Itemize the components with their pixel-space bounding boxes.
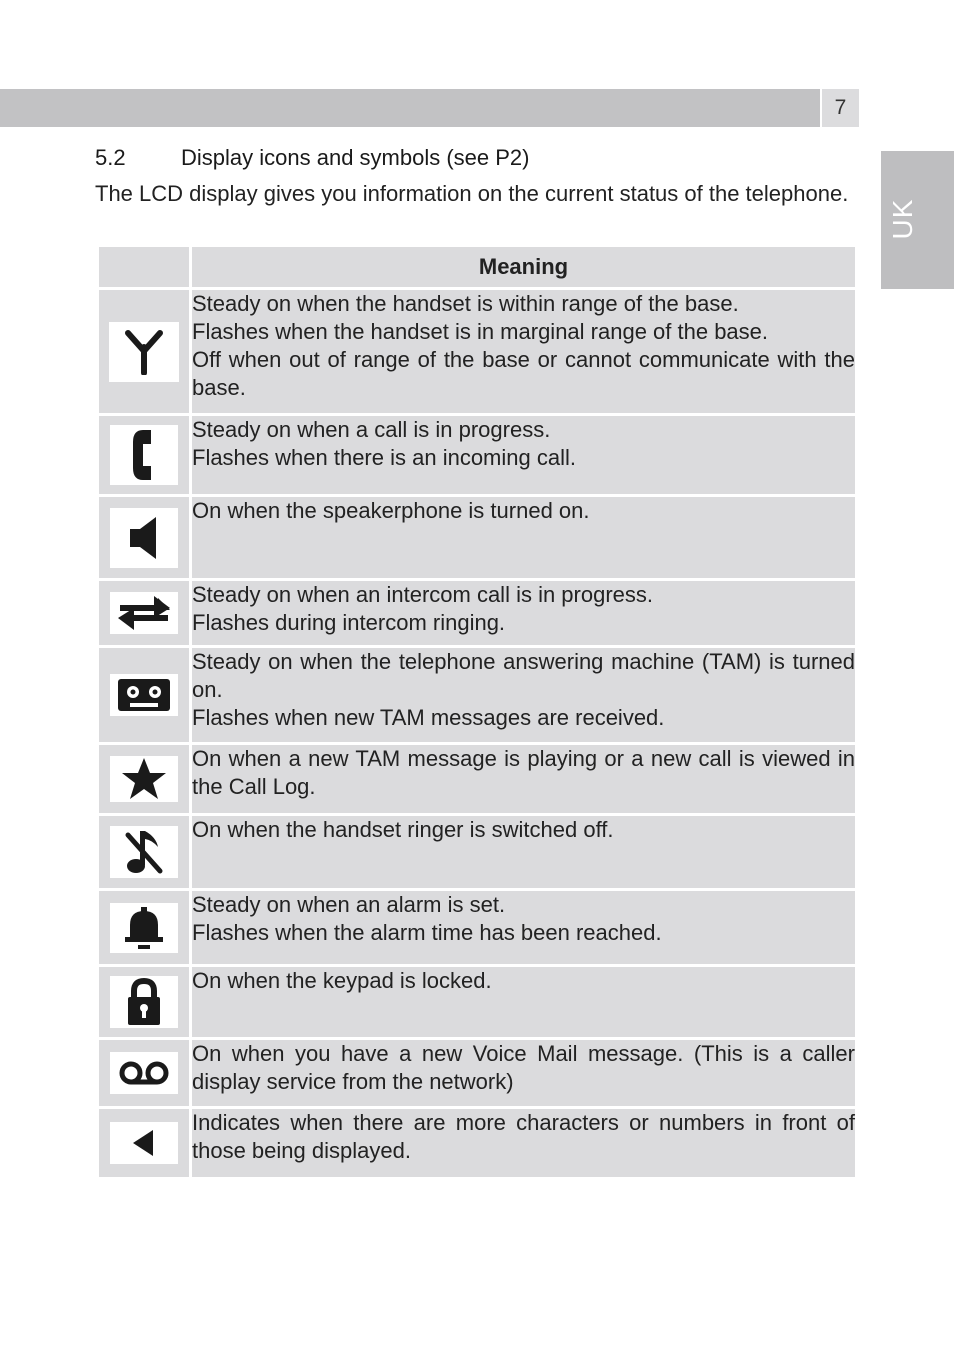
table-row <box>99 967 855 1037</box>
icon-cell <box>99 416 189 494</box>
icon-cell <box>99 497 189 578</box>
table-row <box>99 648 855 742</box>
section-intro: The LCD display gives you information on the current status of the telephone. <box>95 181 849 206</box>
meaning-line: Flashes when the alarm time has been reached. <box>192 920 662 945</box>
voicemail-icon <box>117 1058 171 1088</box>
meaning-cell <box>192 891 855 964</box>
table-row <box>99 416 855 494</box>
meaning-cell <box>192 1040 855 1106</box>
meaning-line: Flashes during intercom ringing. <box>192 610 506 635</box>
meaning-cell <box>192 581 855 645</box>
meaning-line: Steady on when an intercom call is in progress. <box>192 582 654 607</box>
meaning-line: On when you have a new Voice Mail message. (This is a caller display service from the network) <box>192 1041 855 1094</box>
keypad-lock-icon <box>124 977 164 1027</box>
table-row <box>99 497 855 578</box>
section-number: 5.2 <box>95 145 126 170</box>
icon-cell <box>99 1109 189 1177</box>
meaning-cell <box>192 967 855 1037</box>
meaning-cell <box>192 416 855 494</box>
speaker-icon <box>126 515 162 561</box>
icon-column-header <box>99 247 189 287</box>
section-heading <box>95 145 855 175</box>
handset-icon <box>129 428 159 482</box>
table-header-row <box>99 247 855 287</box>
meaning-line: Steady on when a call is in progress. <box>192 417 551 442</box>
ringer-off-icon <box>122 827 166 877</box>
language-tab-label: UK <box>887 198 918 240</box>
icon-cell <box>99 290 189 413</box>
intercom-arrows-icon <box>116 594 172 632</box>
table-row <box>99 290 855 413</box>
meaning-line: On when the speakerphone is turned on. <box>192 498 590 523</box>
icon-cell <box>99 581 189 645</box>
meaning-line: Steady on when the handset is within range of the base. <box>192 291 739 316</box>
section-title: Display icons and symbols (see P2) <box>181 145 530 170</box>
meaning-line: Indicates when there are more characters or numbers in front of those being displayed. <box>192 1110 855 1163</box>
meaning-cell <box>192 816 855 888</box>
meaning-cell <box>192 290 855 413</box>
meaning-line: Steady on when an alarm is set. <box>192 892 506 917</box>
icon-cell <box>99 891 189 964</box>
meaning-line: Flashes when new TAM messages are received. <box>192 705 665 730</box>
icon-cell <box>99 967 189 1037</box>
meaning-line: On when the keypad is locked. <box>192 968 492 993</box>
table-row <box>99 1040 855 1106</box>
header-bar <box>0 89 820 127</box>
meaning-cell <box>192 497 855 578</box>
icon-cell <box>99 648 189 742</box>
meaning-line: On when the handset ringer is switched off. <box>192 817 614 842</box>
left-arrow-icon <box>129 1128 159 1158</box>
table-row <box>99 1109 855 1177</box>
meaning-line: Off when out of range of the base or cannot communicate with the base. <box>192 347 855 400</box>
meaning-cell <box>192 648 855 742</box>
meaning-line: On when a new TAM message is playing or a new call is viewed in the Call Log. <box>192 746 855 799</box>
meaning-line: Flashes when there is an incoming call. <box>192 445 576 470</box>
page-number: 7 <box>822 89 859 127</box>
language-tab <box>881 151 954 289</box>
icon-cell <box>99 1040 189 1106</box>
alarm-bell-icon <box>122 905 166 951</box>
icon-cell <box>99 816 189 888</box>
table-row <box>99 816 855 888</box>
table-row <box>99 891 855 964</box>
answering-machine-icon <box>116 677 172 713</box>
meaning-line: Flashes when the handset is in marginal range of the base. <box>192 319 769 344</box>
meaning-line: Steady on when the telephone answering machine (TAM) is turned on. <box>192 649 855 702</box>
meaning-cell <box>192 1109 855 1177</box>
icon-cell <box>99 745 189 813</box>
star-icon <box>121 757 167 801</box>
table-row <box>99 581 855 645</box>
table-row <box>99 745 855 813</box>
signal-antenna-icon <box>124 329 164 375</box>
meaning-cell <box>192 745 855 813</box>
icons-table <box>96 244 858 1180</box>
meaning-column-header: Meaning <box>192 247 855 287</box>
